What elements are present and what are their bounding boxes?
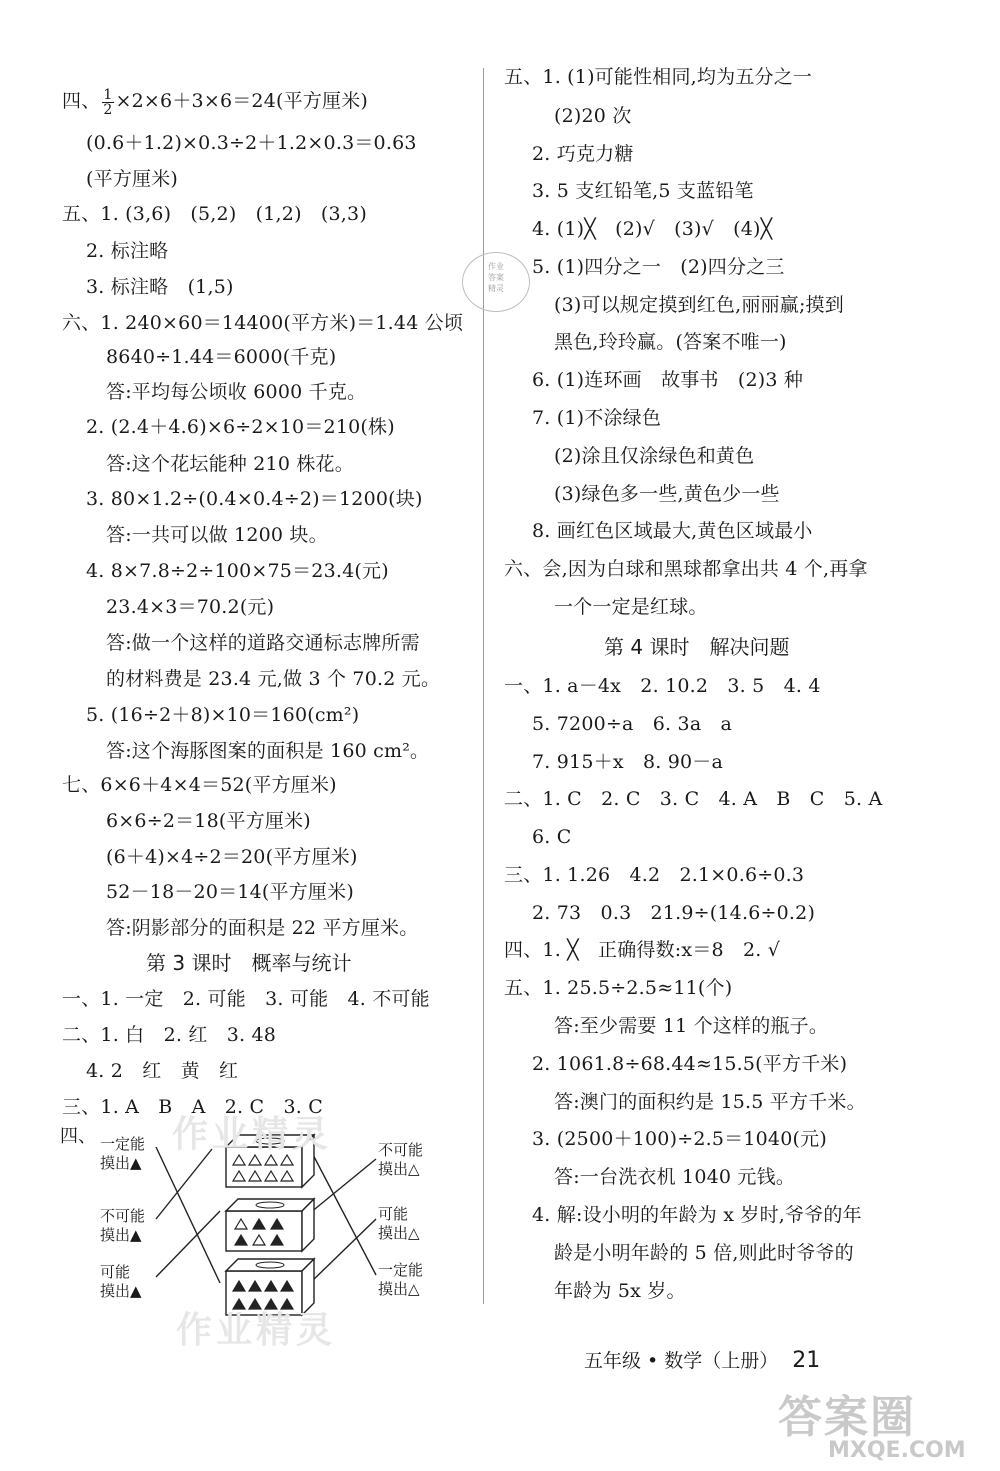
page-number: 21 <box>792 1348 821 1373</box>
page-footer <box>584 1346 820 1373</box>
left-line-2: (0.6＋1.2)×0.3÷2＋1.2×0.3＝0.63 <box>86 132 417 154</box>
section-marker: 四、 <box>62 90 101 112</box>
left-label-3: 可能 摸出▲ <box>100 1263 142 1300</box>
right-line-29: 答:一台洗衣机 1040 元钱。 <box>554 1166 796 1188</box>
section-four-label: 四、 <box>60 1126 96 1147</box>
right-line-31: 龄是小明年龄的 5 倍,则此时爷爷的 <box>554 1242 854 1264</box>
match-line <box>156 1211 220 1277</box>
match-line <box>310 1219 376 1283</box>
left-line-19: 答:这个海豚图案的面积是 160 cm²。 <box>106 740 430 762</box>
right-line-12: (3)绿色多一些,黄色少一些 <box>554 483 780 505</box>
left-line-16: 答:做一个这样的道路交通标志牌所需 <box>106 632 420 654</box>
right-line-10: 7. (1)不涂绿色 <box>532 407 662 429</box>
left-line-21: 6×6÷2＝18(平方厘米) <box>106 810 311 832</box>
right-line-2: (2)20 次 <box>554 105 632 127</box>
right-line-22: 2. 73 0.3 21.9÷(14.6÷0.2) <box>532 902 816 924</box>
left-line-7: 六、1. 240×60＝14400(平方米)＝1.44 公顷 <box>62 312 464 334</box>
right-line-23: 四、1. ╳ 正确得数:x＝8 2. √ <box>504 939 781 961</box>
left-line-28: 三、1. A B A 2. C 3. C <box>62 1096 323 1118</box>
site-logo-url: MXQE.COM <box>828 1438 966 1463</box>
right-line-7: (3)可以规定摸到红色,丽丽赢;摸到 <box>554 294 844 316</box>
expression: ×2×6＋3×6＝24(平方厘米) <box>115 90 369 112</box>
right-line-24: 五、1. 25.5÷2.5≈11(个) <box>504 977 733 999</box>
right-line-8: 黑色,玲玲赢。(答案不唯一) <box>554 331 787 353</box>
left-line-8: 8640÷1.44＝6000(千克) <box>106 346 337 368</box>
match-line <box>156 1149 212 1219</box>
left-line-5: 2. 标注略 <box>86 240 169 262</box>
right-line-9: 6. (1)连环画 故事书 (2)3 种 <box>532 369 804 391</box>
left-line-18: 5. (16÷2＋8)×10＝160(cm²) <box>86 704 360 726</box>
right-line-16: 一、1. a－4x 2. 10.2 3. 5 4. 4 <box>504 675 821 697</box>
left-line-1 <box>62 84 368 118</box>
left-line-23: 52－18－20＝14(平方厘米) <box>106 881 354 903</box>
right-line-20: 6. C <box>532 826 572 848</box>
right-line-15: 一个一定是红球。 <box>554 596 708 618</box>
left-line-20: 七、6×6＋4×4＝52(平方厘米) <box>62 774 337 796</box>
left-line-26: 二、1. 白 2. 红 3. 48 <box>62 1024 277 1046</box>
lesson-3-heading: 第 3 课时 概率与统计 <box>146 951 352 975</box>
right-line-27: 答:澳门的面积约是 15.5 平方千米。 <box>554 1091 866 1113</box>
left-line-27: 4. 2 红 黄 红 <box>86 1060 239 1082</box>
left-line-14: 4. 8×7.8÷2÷100×75＝23.4(元) <box>86 560 389 582</box>
box-mixed-triangles <box>226 1199 314 1251</box>
right-line-3: 2. 巧克力糖 <box>532 143 634 165</box>
right-line-26: 2. 1061.8÷68.44≈15.5(平方千米) <box>532 1053 848 1075</box>
stamp-logo <box>462 252 530 312</box>
left-line-6: 3. 标注略 (1,5) <box>86 276 234 298</box>
right-label-1: 不可能 摸出△ <box>378 1141 424 1178</box>
stamp-line-3: 答案 <box>488 273 504 282</box>
fraction-numerator: 1 <box>103 86 113 103</box>
right-line-21: 三、1. 1.26 4.2 2.1×0.6÷0.3 <box>504 864 805 886</box>
right-line-28: 3. (2500＋100)÷2.5＝1040(元) <box>532 1128 827 1150</box>
left-label-1: 一定能 摸出▲ <box>100 1135 146 1172</box>
stamp-line-1: 作业 <box>488 262 504 271</box>
right-line-13: 8. 画红色区域最大,黄色区域最小 <box>532 520 813 542</box>
left-line-4: 五、1. (3,6) (5,2) (1,2) (3,3) <box>62 203 367 225</box>
fraction <box>102 88 113 117</box>
right-line-6: 5. (1)四分之一 (2)四分之三 <box>532 256 785 278</box>
right-line-32: 年龄为 5x 岁。 <box>554 1280 686 1302</box>
left-line-11: 答:这个花坛能种 210 株花。 <box>106 453 354 475</box>
right-line-30: 4. 解:设小明的年龄为 x 岁时,爷爷的年 <box>532 1204 862 1226</box>
fraction-denominator: 2 <box>103 101 113 118</box>
site-logo <box>778 1392 988 1466</box>
right-line-18: 7. 915＋x 8. 90－a <box>532 751 724 773</box>
right-line-14: 六、会,因为白球和黑球都拿出共 4 个,再拿 <box>504 558 868 580</box>
lesson-4-heading: 第 4 课时 解决问题 <box>604 635 790 659</box>
site-logo-text: 答案圈 <box>778 1392 916 1443</box>
watermark: 作业精灵 <box>172 1114 333 1155</box>
left-line-24: 答:阴影部分的面积是 22 平方厘米。 <box>106 917 419 939</box>
right-label-2: 可能 摸出△ <box>378 1205 420 1242</box>
left-line-3: (平方厘米) <box>86 168 179 190</box>
left-line-10: 2. (2.4＋4.6)×6÷2×10＝210(株) <box>86 416 395 438</box>
right-line-17: 5. 7200÷a 6. 3a a <box>532 713 733 735</box>
left-line-12: 3. 80×1.2÷(0.4×0.4÷2)＝1200(块) <box>86 488 423 510</box>
right-line-4: 3. 5 支红铅笔,5 支蓝铅笔 <box>532 180 754 202</box>
stamp-line-2: 精灵 <box>488 284 504 293</box>
left-line-17: 的材料费是 23.4 元,做 3 个 70.2 元。 <box>106 668 441 690</box>
right-line-5: 4. (1)╳ (2)√ (3)√ (4)╳ <box>532 218 773 240</box>
right-line-19: 二、1. C 2. C 3. C 4. A B C 5. A <box>504 788 883 810</box>
right-line-1: 五、1. (1)可能性相同,均为五分之一 <box>504 66 813 88</box>
footer-grade-subject: 五年级 • 数学（上册） <box>584 1350 779 1372</box>
watermark: 作业精灵 <box>176 1310 337 1351</box>
left-label-2: 不可能 摸出▲ <box>100 1207 146 1244</box>
left-line-9: 答:平均每公顷收 6000 千克。 <box>106 381 367 403</box>
right-label-3: 一定能 摸出△ <box>378 1261 424 1298</box>
left-line-15: 23.4×3＝70.2(元) <box>106 596 275 618</box>
match-line <box>156 1147 220 1283</box>
left-line-22: (6＋4)×4÷2＝20(平方厘米) <box>106 846 358 868</box>
left-line-13: 答:一共可以做 1200 块。 <box>106 524 328 546</box>
left-line-25: 一、1. 一定 2. 可能 3. 可能 4. 不可能 <box>62 988 430 1010</box>
right-line-11: (2)涂且仅涂绿色和黄色 <box>554 445 755 467</box>
right-line-25: 答:至少需要 11 个这样的瓶子。 <box>554 1015 829 1037</box>
